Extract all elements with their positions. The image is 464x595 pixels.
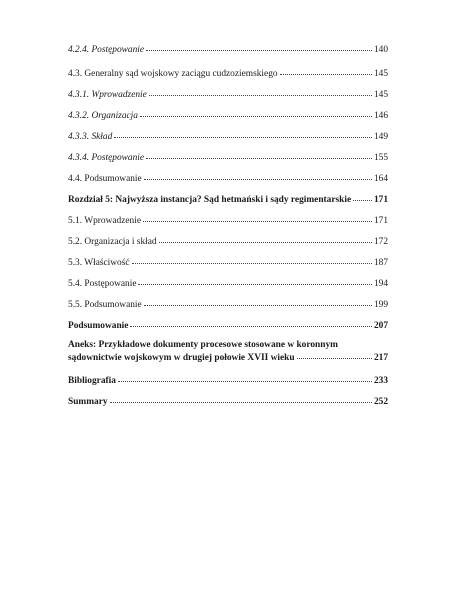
toc-entry-page: 217 — [373, 353, 388, 363]
toc-entry[interactable] — [68, 130, 388, 143]
dot-leader — [144, 171, 372, 180]
dot-leader — [146, 42, 372, 51]
toc-entry[interactable] — [68, 172, 388, 185]
toc-entry-page: 187 — [373, 258, 388, 268]
dot-leader — [118, 373, 372, 382]
toc-entry[interactable] — [68, 109, 388, 122]
toc-entry-label: 4.3.3. Skład — [68, 132, 113, 142]
toc-chapter[interactable] — [68, 395, 388, 408]
toc-entry-page: 146 — [373, 111, 388, 121]
toc-entry[interactable] — [68, 43, 388, 56]
toc-entry-label: 4.2.4. Postępowanie — [68, 45, 145, 55]
toc-entry-label: 5.4. Postępowanie — [68, 279, 137, 289]
toc-entry[interactable] — [68, 298, 388, 311]
toc-entry-label: 4.3.1. Wprowadzenie — [68, 90, 147, 100]
toc-entry-label: 5.3. Właściwość — [68, 258, 130, 268]
toc-entry[interactable] — [68, 235, 388, 248]
dot-leader — [143, 213, 372, 222]
toc-entry-label: Bibliografia — [68, 376, 116, 386]
toc-entry-label: 4.4. Podsumowanie — [68, 174, 142, 184]
dot-leader — [140, 108, 372, 117]
toc-chapter[interactable] — [68, 374, 388, 387]
toc-entry-label: Podsumowanie — [68, 321, 129, 331]
dot-leader — [110, 394, 372, 403]
toc-annex-line2: sądownictwie wojskowym w drugiej połowie XVII wieku — [68, 353, 295, 363]
toc-entry-page: 171 — [373, 195, 388, 205]
toc-entry-page: 233 — [373, 376, 388, 386]
toc-entry-page: 199 — [373, 300, 388, 310]
dot-leader — [114, 129, 372, 138]
toc-entry-label: Rozdział 5: Najwyższa instancja? Sąd hetmański i sądy regimentarskie — [68, 195, 352, 205]
toc-entry[interactable] — [68, 67, 388, 80]
toc-entry-page: 172 — [373, 237, 388, 247]
dot-leader — [132, 255, 372, 264]
dot-leader — [149, 87, 372, 96]
dot-leader — [159, 234, 372, 243]
toc-entry-page: 207 — [373, 321, 388, 331]
toc-annex[interactable] — [68, 339, 388, 364]
toc-annex-line1: Aneks: Przykładowe dokumenty procesowe stosowane w koronnym — [68, 340, 338, 350]
toc-entry-page: 164 — [373, 174, 388, 184]
dot-leader — [353, 192, 372, 201]
toc-entry-page: 149 — [373, 132, 388, 142]
toc-entry-label: Summary — [68, 397, 108, 407]
toc-entry-page: 194 — [373, 279, 388, 289]
toc-entry-label: 5.1. Wprowadzenie — [68, 216, 141, 226]
toc-entry-label: 4.3. Generalny sąd wojskowy zaciągu cudzoziemskiego — [68, 69, 278, 79]
toc-entry-label: 5.2. Organizacja i skład — [68, 237, 157, 247]
toc-entry-page: 155 — [373, 153, 388, 163]
toc-entry-page: 140 — [373, 45, 388, 55]
toc-entry-page: 145 — [373, 69, 388, 79]
toc-entry[interactable] — [68, 88, 388, 101]
toc-chapter[interactable] — [68, 319, 388, 332]
dot-leader — [280, 66, 372, 75]
toc-annex-line2-wrapper — [68, 351, 388, 364]
toc-entry[interactable] — [68, 151, 388, 164]
dot-leader — [130, 318, 372, 327]
dot-leader — [297, 350, 372, 359]
toc-entry[interactable] — [68, 214, 388, 227]
toc-entry-label: 4.3.2. Organizacja — [68, 111, 138, 121]
toc-entry-page: 171 — [373, 216, 388, 226]
toc-entry-page: 252 — [373, 397, 388, 407]
toc-entry-label: 4.3.4. Postępowanie — [68, 153, 145, 163]
toc-entry[interactable] — [68, 256, 388, 269]
dot-leader — [146, 150, 372, 159]
dot-leader — [138, 276, 371, 285]
toc-entry[interactable] — [68, 277, 388, 290]
dot-leader — [144, 297, 372, 306]
toc-entry-label: 5.5. Podsumowanie — [68, 300, 142, 310]
toc-chapter[interactable] — [68, 193, 388, 206]
toc-entry-page: 145 — [373, 90, 388, 100]
